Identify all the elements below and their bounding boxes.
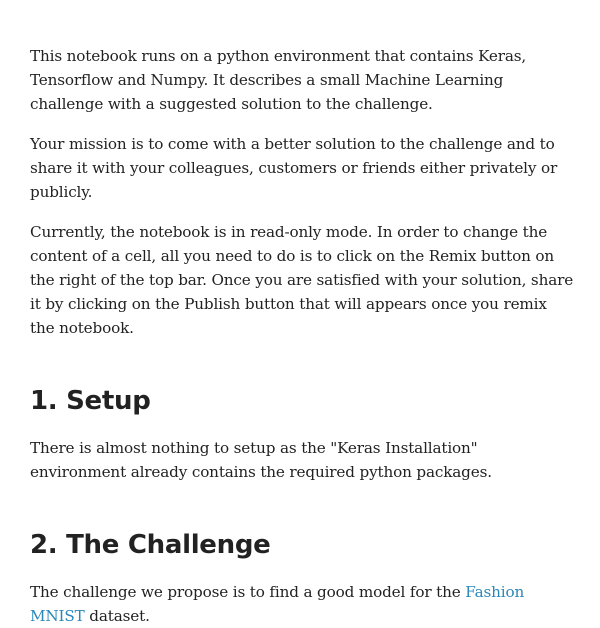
fashion-mnist-link[interactable]: Fashion MNIST <box>30 583 525 625</box>
setup-paragraph: There is almost nothing to setup as the "Keras Installation" environment already contains the required python packages. <box>30 439 492 481</box>
challenge-text-after: dataset. <box>84 607 150 625</box>
setup-heading: 1. Setup <box>30 386 151 416</box>
challenge-text-before: The challenge we propose is to find a good model for the <box>30 583 466 601</box>
notebook-content <box>30 44 575 628</box>
intro-paragraph-read-only: Currently, the notebook is in read-only mode. In order to change the content of a cell, all you need to do is to click on the Remix button on the right of the top bar. Once you are satisfied with your solution, share it by clicking on the Publish button that will appears once you remix the notebook. <box>30 223 574 337</box>
intro-paragraph-environment: This notebook runs on a python environment that contains Keras, Tensorflow and Numpy. It describes a small Machine Learning challenge with a suggested solution to the challenge. <box>30 47 527 113</box>
challenge-heading: 2. The Challenge <box>30 530 271 560</box>
intro-paragraph-mission: Your mission is to come with a better solution to the challenge and to share it with your colleagues, customers or friends either privately or publicly. <box>30 135 558 201</box>
challenge-paragraph <box>30 580 575 628</box>
